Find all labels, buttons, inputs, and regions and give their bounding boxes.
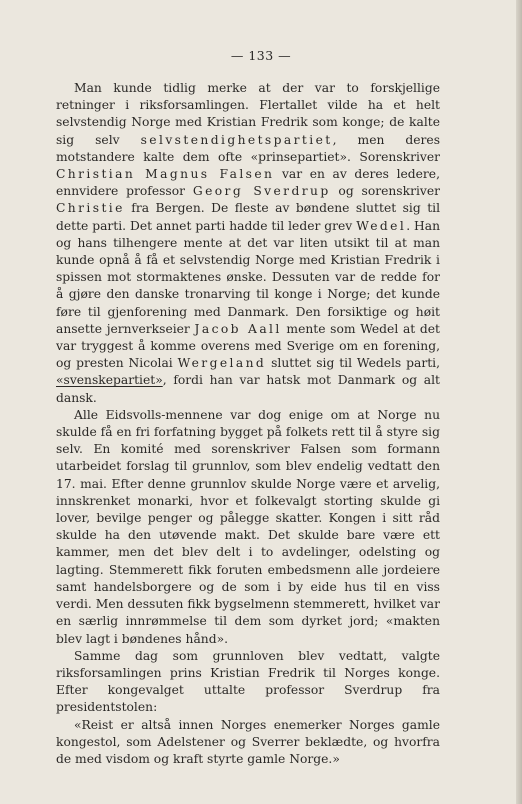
- text-run: var en av deres ledere, ennvidere professor: [56, 167, 440, 199]
- spaced-name: Wedel: [356, 218, 407, 233]
- text-run: Man kunde tidlig merke at der var to forskjellige retninger i riksforsamlingen. Flertallet vilde ha et helt selvstendig Norge med Kristian Fredrik som konge; de kalte sig selv: [56, 81, 440, 147]
- text-run: Samme dag som grunnloven blev vedtatt, valgte riksforsamlingen prins Kristian Fredrik til Norges konge. Efter kongevalget uttalte professor Sverdrup fra presidentstolen:: [56, 648, 440, 715]
- text-run: , fordi han var hatsk mot Danmark og alt dansk.: [56, 373, 440, 405]
- paragraph: [56, 407, 440, 648]
- body-text: [56, 80, 440, 768]
- underlined-text: «svenskepartiet»: [56, 373, 163, 388]
- page-number: — 133 —: [230, 48, 292, 63]
- text-run: Alle Eidsvolls-mennene var dog enige om at Norge nu skulde få en fri forfatning bygget på folkets rett til å styre sig selv. En komité med sorenskriver Falsen som formann utarbeidet forslag til grunnlov, som blev endelig vedtatt den 17. mai. Efter denne grunnlov skulde Norge være et arvelig, innskrenket monarki, hvor et folkevalgt storting skulde gi lover, bevilge penger og pålegge skatter. Kongen i sitt råd skulde ha den utøvende makt. Det skulde bare være ett kammer, men det blev delt i to avdelinger, odelsting og lagting. Stemmerett fikk foruten embedsmenn alle jordeiere samt handelsborgere og de som i by eide hus til en viss verdi. Men dessuten fikk bygselmenn stemmerett, hvilket var en særlig innrømmelse til dem som dyrket jord; «makten blev lagt i bøndenes hånd».: [56, 407, 440, 646]
- spaced-name: Georg Sverdrup: [192, 184, 331, 199]
- text-run: fra Bergen. De fleste av bøndene sluttet sig til dette parti. Det annet parti hadde til leder grev: [56, 201, 440, 233]
- text-run: . Han og hans tilhengere mente at det var liten utsikt til at man kunde opnå å få et selvstendig Norge med Kristian Fredrik i spissen mot stormaktenes ønske. Dessuten var de redde for å gjøre den danske tronarving til konge i Norge; det kunde føre til gjenforening med Danmark. Den forsiktige og høit ansette jernverkseier: [56, 218, 440, 336]
- text-run: og sorenskriver: [330, 184, 440, 199]
- text-run: , men deres motstandere kalte dem ofte «prinsepartiet». Sorenskriver: [56, 132, 441, 164]
- spaced-name: Jacob Aall: [194, 321, 282, 336]
- spaced-name: Christie: [56, 201, 125, 216]
- text-run: «Reist er altså innen Norges enemerker Norges gamle kongestol, som Adelstener og Sverrer beklædte, og hvorfra de med visdom og kraft styrte gamle Norge.»: [56, 717, 440, 766]
- spaced-name: Christian Magnus Falsen: [56, 167, 275, 182]
- paragraph: [56, 717, 440, 769]
- spaced-name: selvstendighetspartiet: [140, 132, 333, 147]
- paragraph: [56, 80, 440, 407]
- text-run: sluttet sig til Wedels parti,: [266, 356, 440, 371]
- spaced-name: Wergeland: [177, 356, 267, 371]
- paragraph: [56, 648, 440, 717]
- text-run: mente som Wedel at det var tryggest å komme overens med Sverige om en forening, og presten Nicolai: [56, 321, 440, 371]
- page-edge: [516, 0, 522, 804]
